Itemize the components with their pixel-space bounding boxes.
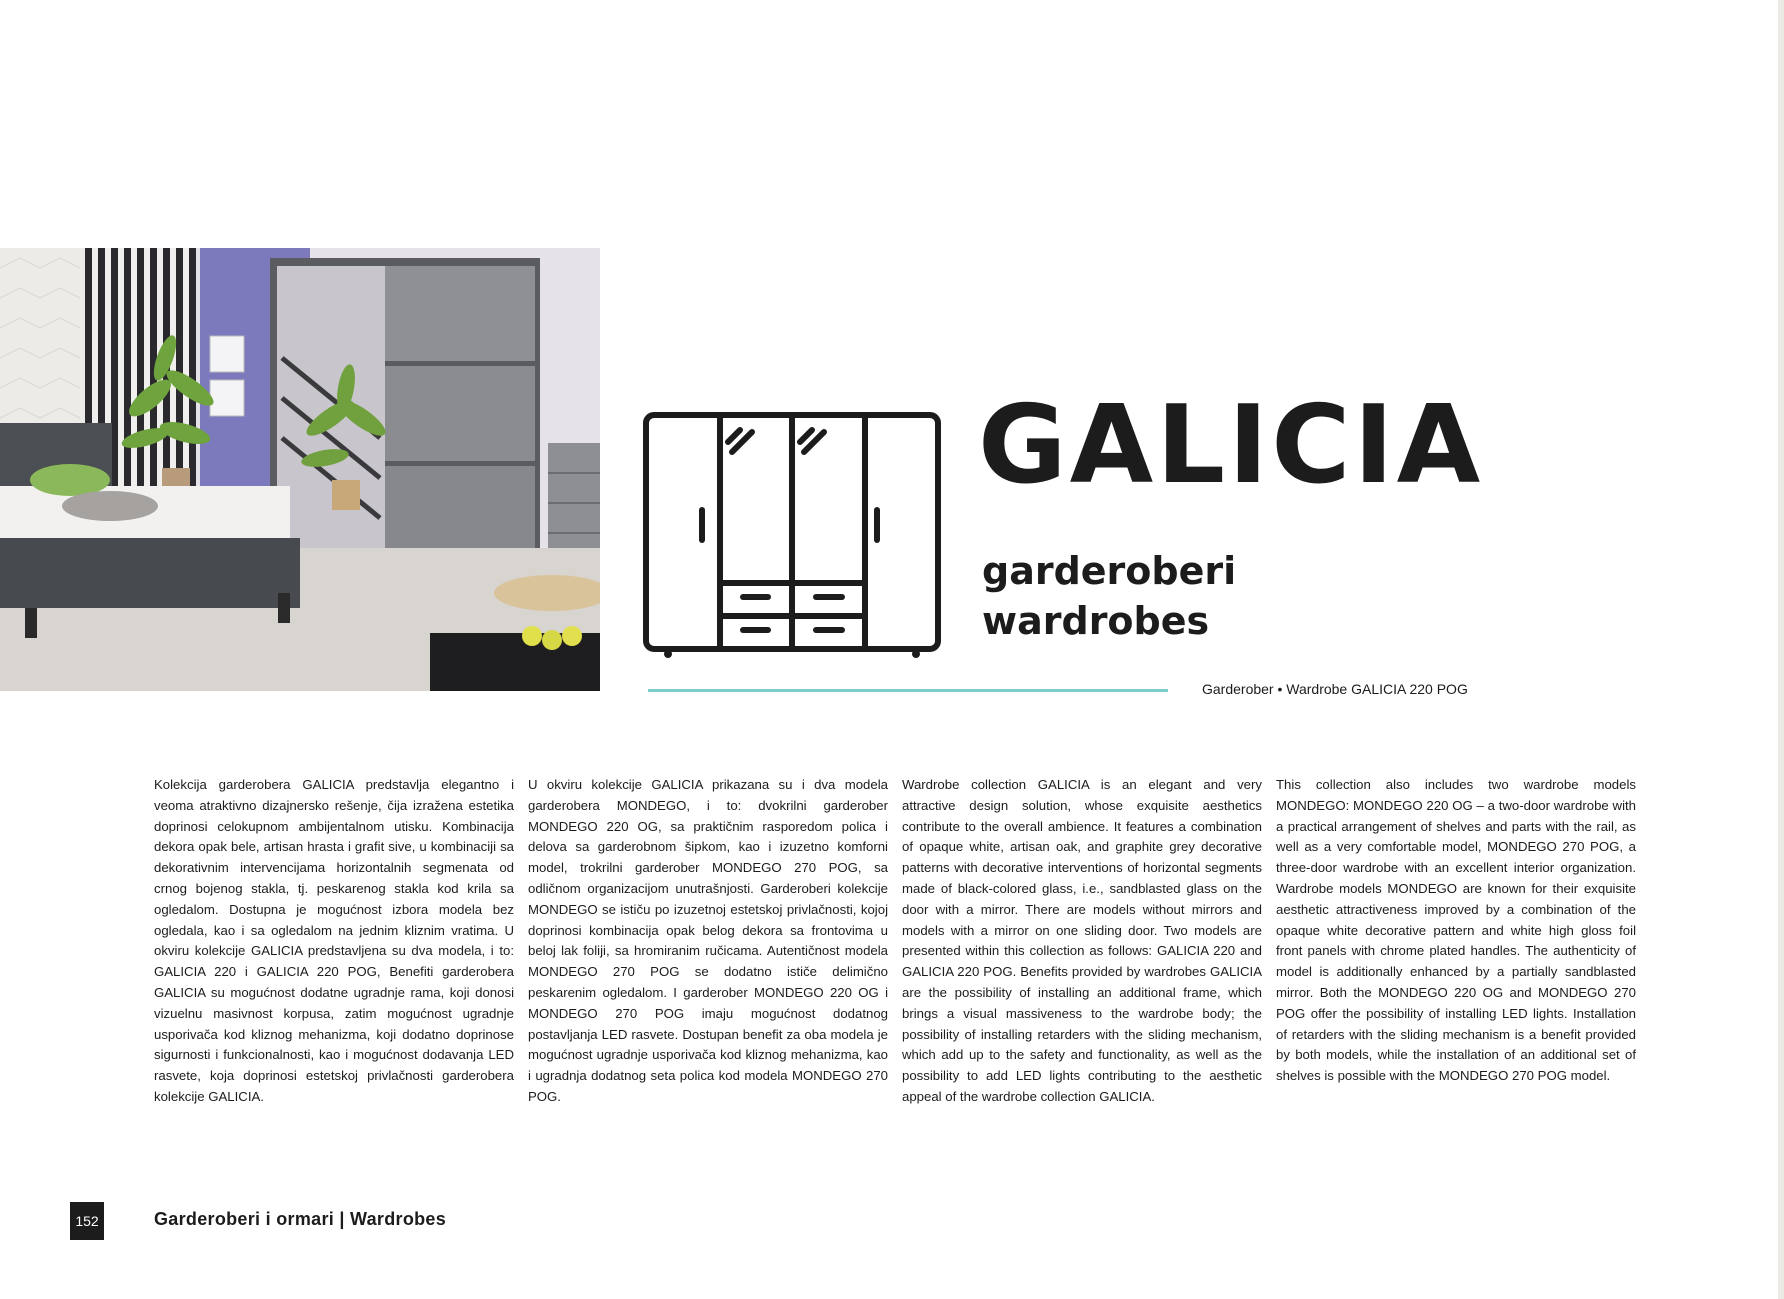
product-title: GALICIA [978,383,1484,508]
page-number: 152 [70,1202,104,1240]
section-footer: Garderoberi i ormari | Wardrobes [154,1209,447,1229]
column-serbian-1: Kolekcija garderobera GALICIA predstavlja elegantno i veoma atraktivno dizajnersko rešenje, čija izražena estetika doprinosi celokupnom ambijentalnom utisku. Kombinacija dekora opak bele, artisan hrasta i grafit sive, u kombinaciji sa dekorativnim intervencijama horizontalnih segmenata od crnog bojenog stakla, tj. peskarenog stakla kod krila sa ogledalom. Dostupna je mogućnost izbora modela bez ogledala, kao i sa ogledalom na jednim kliznim vratima. U okviru kolekcije GALICIA predstavljena su dva modela, i to: GALICIA 220 i GALICIA 220 POG, Benefiti garderobera GALICIA su mogućnost dodatne ugradnje rama, koji donosi vizuelnu masivnost korpusa, zatim mogućnost ugradnje usporivača kod kliznog mehanizma, koji dodatno doprinose sigurnosti i funkcionalnosti, kao i mogućnost dodavanja LED rasvete, koja doprinosi estetskoj privlačnosti garderobera kolekcije GALICIA. [154,777,514,1104]
column-serbian-2: U okviru kolekcije GALICIA prikazana su i dva modela garderobera MONDEGO, i to: dvokrilni garderober MONDEGO 220 OG, sa praktičnim rasporedom polica i delova sa garderobnom šipkom, kao i izuzetno komforni model, trokrilni garderober MONDEGO 270 POG, sa odličnom organizacijom unutrašnjosti. Garderoberi kolekcije MONDEGO se ističu po izuzetnoj estetskoj privlačnosti, kojoj doprinosi kombinacija opak belog dekora sa frontovima u beloj lak foliji, sa hromiranim ručicama. Autentičnost modela MONDEGO 270 POG se dodatno ističe delimično peskarenim ogledalom. I garderober MONDEGO 220 OG i MONDEGO 270 POG imaju mogućnost dodatnog postavljanja LED rasvete. Dostupan benefit za oba modela je mogućnost ugradnje usporivača kod kliznog mehanizma, kao i ugradnja dodatnog seta polica kod modela MONDEGO 270 POG. [528,777,888,1104]
product-subtitle [982,546,1236,646]
wardrobe-icon [640,410,944,660]
photo-caption: Garderober • Wardrobe GALICIA 220 POG [1202,681,1468,697]
page-edge [1778,0,1784,1299]
text-columns [154,775,1636,1108]
subtitle-serbian: garderoberi [982,549,1237,593]
column-english-1: Wardrobe collection GALICIA is an elegant and very attractive design solution, whose exquisite aesthetics contribute to the overall ambience. It features a combination of opaque white, artisan oak, and graphite grey decorative patterns with decorative interventions of horizontal segments made of black-colored glass, i.e., sandblasted glass on the door with a mirror. There are models without mirrors and models with a mirror on one sliding door. Two models are presented within this collection as follows: GALICIA 220 and GALICIA 220 POG. Benefits provided by wardrobes GALICIA are the possibility of installing an additional frame, which brings a visual massiveness to the wardrobe body; the possibility of installing retarders with the sliding mechanism, which add up to the safety and functionality, as well as the possibility to add LED lights contributing to the aesthetic appeal of the wardrobe collection GALICIA. [902,777,1262,1104]
column-english-2: This collection also includes two wardrobe models MONDEGO: MONDEGO 220 OG – a two-door wardrobe with a practical arrangement of shelves and parts with the rail, as well as a very comfortable model, MONDEGO 270 POG, a three-door wardrobe with an excellent interior organization. Wardrobe models MONDEGO are known for their exquisite aesthetic attractiveness improved by a combination of the opaque white decorative pattern and white high gloss foil front panels with chrome plated handles. The authenticity of model is additionally enhanced by a partially sandblasted mirror. Both the MONDEGO 220 OG and MONDEGO 270 POG offer the possibility of installing LED lights. Installation of retarders with the sliding mechanism is a benefit provided by both models, while the installation of an additional set of shelves is possible with the MONDEGO 270 POG model. [1276,777,1636,1084]
subtitle-english: wardrobes [982,599,1210,643]
product-photo [0,248,600,691]
accent-divider [648,689,1168,692]
